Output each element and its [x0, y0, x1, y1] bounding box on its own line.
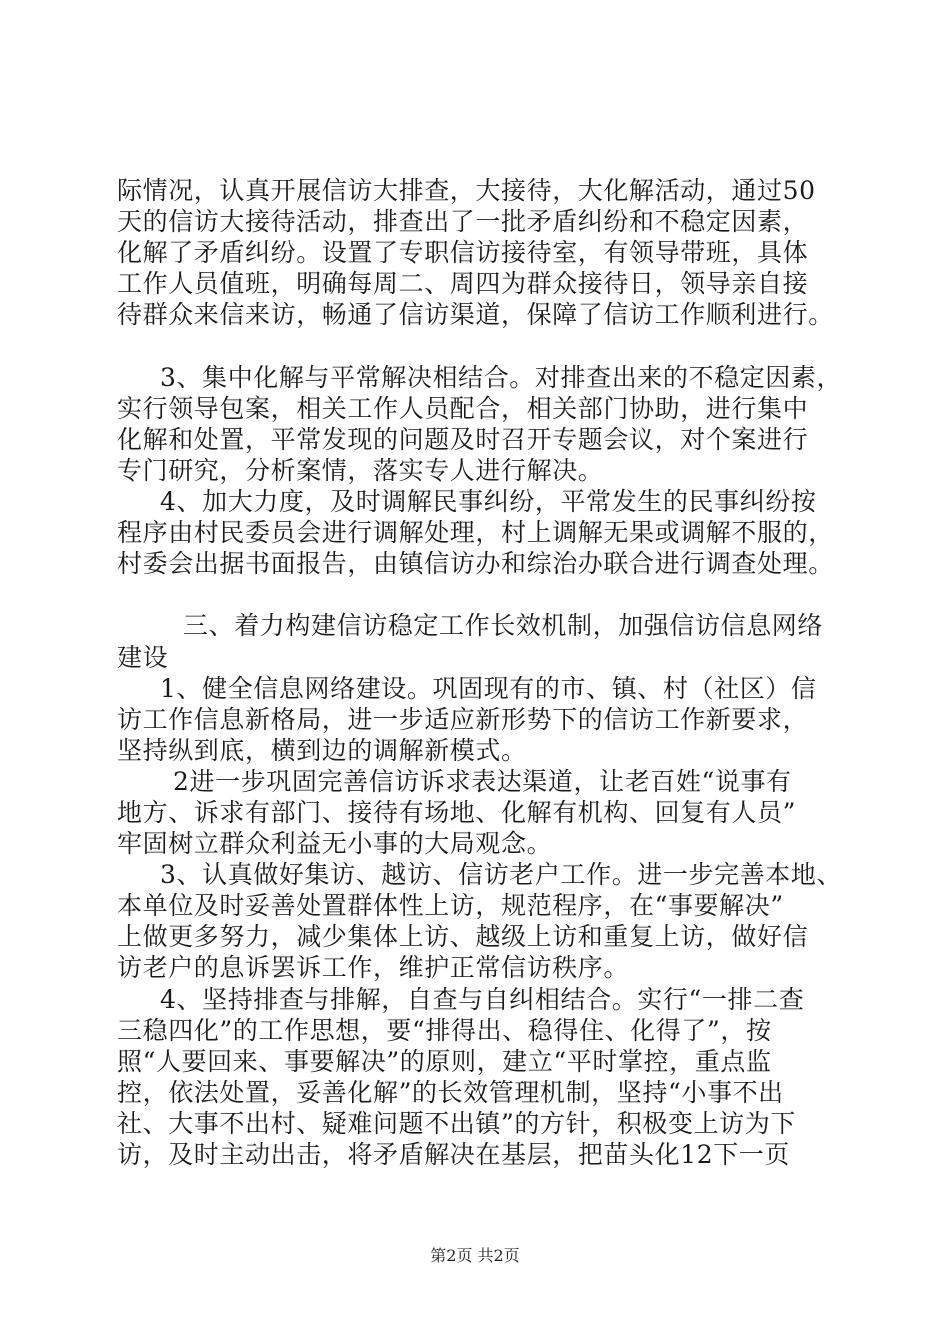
- text-line: 访老户的息诉罢诉工作，维护正常信访秩序。: [117, 953, 630, 983]
- text-line: 工作人员值班，明确每周二、周四为群众接待日，领导亲自接: [117, 269, 809, 299]
- text-line: 社、大事不出村、疑难问题不出镇”的方针，积极变上访为下: [117, 1108, 796, 1138]
- text-line: 访工作信息新格局，进一步适应新形势下的信访工作新要求，: [117, 704, 809, 734]
- text-line: 天的信访大接待活动，排查出了一批矛盾纠纷和不稳定因素，: [117, 207, 809, 237]
- text-line: 化解了矛盾纠纷。设置了专职信访接待室，有领导带班，具体: [117, 238, 809, 268]
- text-line: 地方、诉求有部门、接待有场地、化解有机构、回复有人员”: [117, 797, 796, 827]
- page-footer: 第2页 共2页: [430, 1246, 520, 1265]
- text-line: 待群众来信来访，畅通了信访渠道，保障了信访工作顺利进行。: [117, 300, 834, 330]
- text-line: 三稳四化”的工作思想，要“排得出、稳得住、化得了”，按: [117, 1015, 772, 1045]
- text-line: 4、加大力度，及时调解民事纠纷，平常发生的民事纠纷按: [160, 487, 817, 516]
- text-line: 牢固树立群众利益无小事的大局观念。: [117, 829, 553, 858]
- section-heading-cont: 建设: [117, 642, 169, 672]
- text-line: 专门研究，分析案情，落实专人进行解决。: [117, 455, 604, 485]
- section-heading: 三、着力构建信访稳定工作长效机制，加强信访信息网络: [183, 611, 824, 641]
- text-line: 照“人要回来、事要解决”的原则，建立“平时掌控，重点监: [117, 1046, 772, 1076]
- text-line: 坚持纵到底，横到边的调解新模式。: [117, 735, 527, 765]
- text-line: 际情况，认真开展信访大排查，大接待，大化解活动，通过50: [117, 176, 816, 205]
- text-line: 程序由村民委员会进行调解处理，村上调解无果或调解不服的，: [117, 518, 834, 548]
- text-line: 3、认真做好集访、越访、信访老户工作。进一步完善本地、: [160, 860, 843, 890]
- text-line: 上做更多努力，减少集体上访、越级上访和重复上访，做好信: [117, 922, 809, 952]
- text-line: 化解和处置，平常发现的问题及时召开专题会议，对个案进行: [117, 424, 809, 454]
- text-line: 控，依法处置，妥善化解”的长效管理机制，坚持“小事不出: [117, 1077, 784, 1107]
- text-line: 1、健全信息网络建设。巩固现有的市、镇、村（社区）信: [160, 673, 817, 703]
- text-line: 访，及时主动出击，将矛盾解决在基层，把苗头化12下一页: [117, 1140, 791, 1169]
- text-line: 2进一步巩固完善信访诉求表达渠道，让老百姓“说事有: [173, 766, 792, 796]
- text-line: 村委会出据书面报告，由镇信访办和综治办联合进行调查处理。: [117, 549, 834, 579]
- text-line: 4、坚持排查与排解，自查与自纠相结合。实行“一排二查: [160, 984, 805, 1014]
- text-line: 本单位及时妥善处置群体性上访，规范程序，在“事要解决”: [117, 891, 784, 921]
- text-line: 实行领导包案，相关工作人员配合，相关部门协助，进行集中: [117, 393, 809, 423]
- text-line: 3、集中化解与平常解决相结合。对排查出来的不稳定因素，: [160, 362, 843, 392]
